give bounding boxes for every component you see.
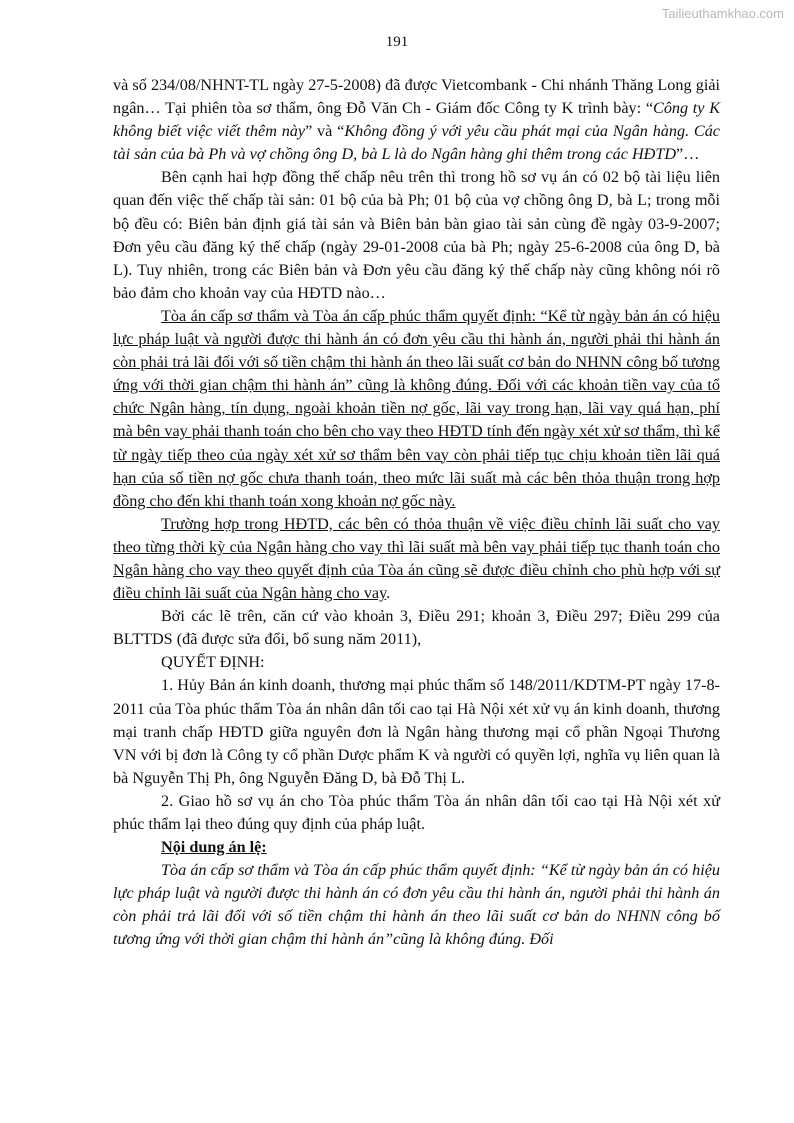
paragraph-3-underlined-text: Tòa án cấp sơ thẩm và Tòa án cấp phúc thẩm quyết định: “Kể từ ngày bản án có hiệu lực pháp luật và người được thi hành án có đơn yêu cầu thi hành án, người phải thi hành án còn phải trả lãi đối với số tiền chậm thi hành án theo lãi suất cơ bản do NHNN công bố tương ứng với thời gian chậm thi hành án” cũng là không đúng. Đối với các khoản tiền vay của tổ chức Ngân hàng, tín dụng, ngoài khoản tiền nợ gốc, lãi vay trong hạn, lãi vay quá hạn, phí mà bên vay phải thanh toán cho bên cho vay theo HĐTD tính đến ngày xét xử sơ thẩm, thì kể từ ngày tiếp theo của ngày xét xử sơ thẩm bên vay còn phải tiếp tục chịu khoản tiền lãi quá hạn của số tiền nợ gốc chưa thanh toán, theo mức lãi suất mà các bên thỏa thuận trong hợp đồng cho đến khi thanh toán xong khoản nợ gốc này. [113,306,720,510]
precedent-content-end: cũng là không đúng. Đối [393,930,554,949]
page-number: 191 [385,34,409,50]
decision-item-1: 1. Hủy Bản án kinh doanh, thương mại phúc thẩm số 148/2011/KDTM-PT ngày 17-8-2011 của Tòa phúc thẩm Tòa án nhân dân tối cao tại Hà Nội xét xử vụ án kinh doanh, thương mại tranh chấp HĐTD giữa nguyên đơn là Ngân hàng thương mại cổ phần Ngoại Thương VN với bị đơn là Công ty cổ phần Dược phẩm K và người có quyền lợi, nghĩa vụ liên quan là bà Nguyễn Thị Ph, ông Nguyễn Đăng D, bà Đỗ Thị L. [113,676,720,787]
document-body [113,74,720,952]
paragraph-1-quote-2: Không đồng ý với yêu cầu phát mại của Ngân hàng. Các tài sản của bà Ph và vợ chồng ông D, bà L là do Ngân hàng ghi thêm trong các HĐTD [113,122,720,164]
precedent-heading: Nội dung án lệ: [161,838,267,857]
paragraph-2: Bên cạnh hai hợp đồng thế chấp nêu trên thì trong hồ sơ vụ án có 02 bộ tài liệu liên quan đến việc thế chấp tài sản: 01 bộ của bà Ph; 01 bộ của vợ chồng ông D, bà L; trong mỗi bộ đều có: Biên bản định giá tài sản và Biên bản bàn giao tài sản cùng đề ngày 03-9-2007; Đơn yêu cầu đăng ký thế chấp (ngày 29-01-2008 của bà Ph; ngày 25-6-2008 của ông D, bà L). Tuy nhiên, trong các Biên bản và Đơn yêu cầu đăng ký thế chấp này cũng không nói rõ bảo đảm cho khoản vay của HĐTD nào… [113,168,720,302]
paragraph-3 [113,305,720,513]
watermark: Tailieuthamkhao.com [661,6,784,21]
paragraph-1 [113,74,720,166]
paragraph-1-joiner: ” và “ [305,122,345,141]
paragraph-5: Bởi các lẽ trên, căn cứ vào khoản 3, Điều 291; khoản 3, Điều 297; Điều 299 của BLTTDS (đã được sửa đổi, bổ sung năm 2011), [113,607,720,649]
precedent-heading-line [113,836,720,859]
paragraph-1-end: ”… [676,145,700,164]
precedent-content [113,859,720,951]
decision-item-2: 2. Giao hồ sơ vụ án cho Tòa phúc thẩm Tòa án nhân dân tối cao tại Hà Nội xét xử phúc thẩm lại theo đúng quy định của pháp luật. [113,791,720,833]
decision-heading: QUYẾT ĐỊNH: [161,653,265,672]
paragraph-1-quote-1: Công ty K không biết việc viết thêm này [113,99,720,141]
paragraph-4 [113,513,720,605]
precedent-content-quote: Tòa án cấp sơ thẩm và Tòa án cấp phúc thẩm quyết định: “Kể từ ngày bản án có hiệu lực pháp luật và người được thi hành án có đơn yêu cầu thi hành án, người phải thi hành án còn phải trả lãi đối với số tiền chậm thi hành án theo lãi suất cơ bản do NHNN công bố tương ứng với thời gian chậm thi hành án” [113,861,720,949]
paragraph-4-end: . [386,584,391,603]
paragraph-4-underlined-text: Trường hợp trong HĐTD, các bên có thỏa thuận về việc điều chỉnh lãi suất cho vay theo từng thời kỳ của Ngân hàng cho vay thì lãi suất mà bên vay phải tiếp tục thanh toán cho Ngân hàng cho vay theo quyết định của Tòa án cũng sẽ được điều chỉnh cho phù hợp với sự điều chỉnh lãi suất của Ngân hàng cho vay [113,514,720,603]
paragraph-1-text: và số 234/08/NHNT-TL ngày 27-5-2008) đã được Vietcombank - Chi nhánh Thăng Long giải ngân… Tại phiên tòa sơ thẩm, ông Đỗ Văn Ch - Giám đốc Công ty K trình bày: “ [113,76,720,118]
